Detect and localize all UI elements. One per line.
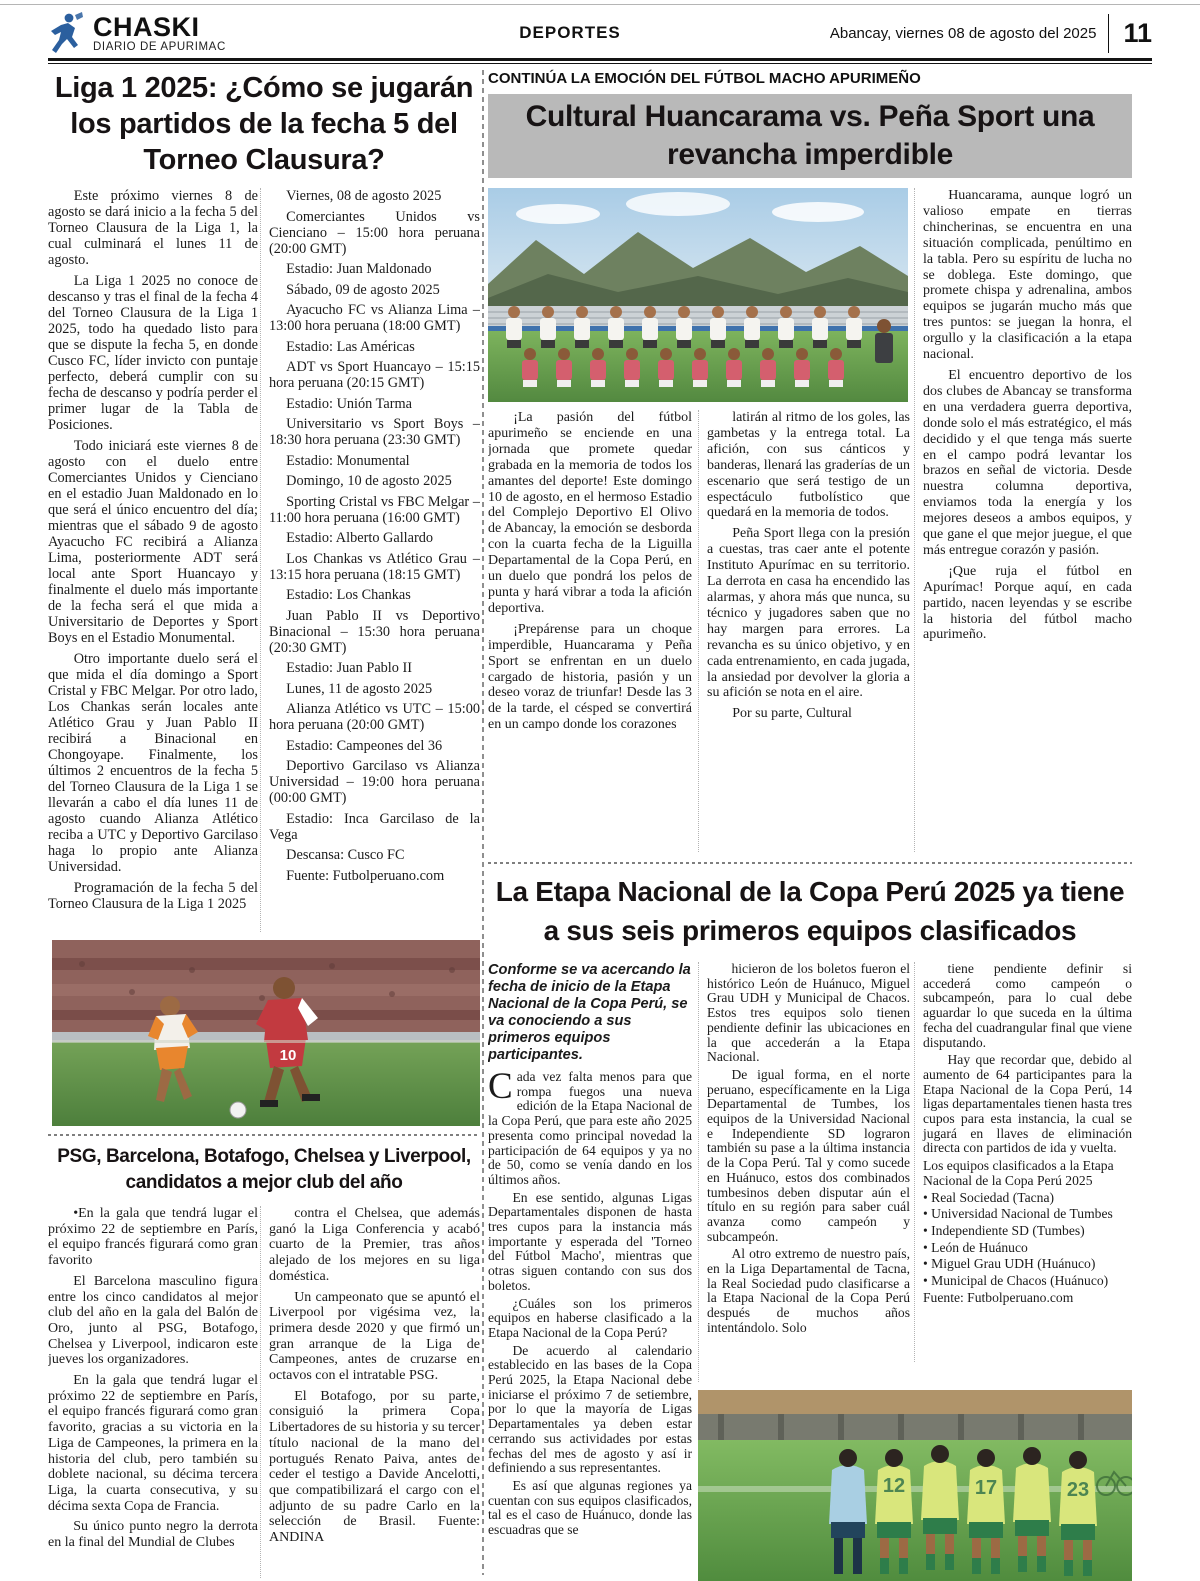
schedule-line: Comerciantes Unidos vs Cienciano – 15:00 hora peruana (20:00 GMT) [269,208,480,257]
schedule-line: Estadio: Juan Pablo II [286,660,413,676]
paragraph: Por su parte, Cultural [732,706,852,722]
paragraph: En ese sentido, algunas Ligas Departamentales disponen de hasta tres cupos para la instancia más importante y esperada del 'Torneo del Fútbol Macho', mientras que otras siguen contando con sus dos boletos. [488,1189,692,1293]
schedule-line: Descansa: Cusco FC [286,847,405,863]
schedule-line: Estadio: Juan Maldonado [286,261,432,277]
masthead-rule [48,58,1152,61]
paragraph: El Botafogo, por su parte, consiguió la primera Copa Libertadores de su historia y su tercer título nacional de la mano del portugués Renato Paiva, antes de ceder el testigo a Davide Ancelotti, que compatibilizará el cargo con el adjunto de su padre Carlo en la selección de Brasil. Fuente: ANDINA [269,1388,480,1546]
paragraph: ¡Que ruja el fútbol en Apurímac! Porque aquí, en cada partido, nacen leyendas y se escribe la historia del fútbol macho apurimeño. [923,563,1132,643]
jersey-number-23: 23 [1066,1479,1090,1501]
paragraph: Es así que algunas regiones ya cuentan con sus equipos clasificados, tal es el caso de Huánuco, donde las escuadras que se [488,1477,692,1538]
paragraph: Al otro extremo de nuestro país, en la Liga Departamental de Tacna, la Real Sociedad pudo clasificarse a la Etapa Nacional de la Copa Perú después de muchos años intentándolo. Solo [707,1246,910,1335]
paragraph: Un campeonato que se apuntó el Liverpool por vigésima vez, la primera desde 2020 y que firmó un gran arranque de la Liga de Campeones, antes de cruzarse en octavos con el intratable PSG. [269,1289,480,1384]
schedule-line: Estadio: Inca Garcilaso de la Vega [269,810,480,843]
issue-date: Abancay, viernes 08 de agosto del 2025 [829,24,1097,42]
schedule-line: Estadio: Campeones del 36 [286,737,443,754]
copa-column-3 [914,962,1132,1362]
paragraph: Este próximo viernes 8 de agosto se dará inicio a la fecha 5 del Torneo Clausura de la Liga 1, la cual culminará el lunes 11 de agosto. [48,188,258,268]
schedule-line: Sábado, 09 de agosto 2025 [286,281,440,298]
psg-section-divider [48,1134,480,1136]
schedule-line: Domingo, 10 de agosto 2025 [286,473,452,489]
jersey-number-17: 17 [974,1477,998,1499]
paragraph: tiene pendiente definir si accederá como campeón o subcampeón, para lo cual debe aguardar lo que suceda en la última fecha del cuadrangular final que viene disputando. [923,962,1132,1050]
copa-column-2 [698,962,910,1382]
liga-action-photo [52,940,480,1126]
copa-column-3-paragraphs [923,962,1132,1156]
drop-cap: C [488,1066,513,1107]
copa-lead: Conforme se va acercando la fecha de inicio de la Etapa Nacional de la Copa Perú, se va conociendo a sus primeros equipos participantes. [488,962,691,1063]
paragraph: El Barcelona masculino figura entre los cinco candidatos al mejor club del año en la gala del Balón de Oro, junto al PSG, Botafogo, Chelsea y Liverpool, indicaron este jueves los organizadores. [48,1273,258,1368]
paragraph: Peña Sport llega con la presión a cuestas, tras caer ante el potente Instituto Apurímac en su territorio. La derrota en casa ha encendido las alarmas, y ahora más que nunca, su técnico y jugadores saben que no hay margen para errores. La revancha es su único objetivo, y en cada entrenamiento, en cada jugada, la ansiedad por devolver la gloria a su afición se nota en el aire. [707,526,910,701]
psg-article-headline: PSG, Barcelona, Botafogo, Chelsea y Liverpool, candidatos a mejor club del año [57,1146,471,1193]
schedule-line: Universitario vs Sport Boys – 18:30 hora peruana (23:30 GMT) [269,416,480,448]
schedule-line: Alianza Atlético vs UTC – 15:00 hora peruana (20:00 GMT) [269,701,480,733]
huancarama-column-1 [488,410,692,852]
masthead [48,10,1152,56]
paragraph: contra el Chelsea, que además ganó la Liga Conferencia y acabó cuarto de la Premier, tras años alejado de los mejores en su liga doméstica. [269,1206,480,1284]
schedule-line: Ayacucho FC vs Alianza Lima – 13:00 hora peruana (18:00 GMT) [269,302,480,334]
schedule-line: Juan Pablo II vs Deportivo Binacional – 15:30 hora peruana (20:30 GMT) [269,607,480,656]
chaski-runner-icon [48,11,86,55]
schedule-line: ADT vs Sport Huancayo – 15:15 hora peruana (20:15 GMT) [269,359,480,391]
team-list-item: • Universidad Nacional de Tumbes [923,1206,1113,1222]
paragraph: Programación de la fecha 5 del Torneo Clausura de la Liga 1 2025 [48,880,258,912]
paragraph: •En la gala que tendrá lugar el próximo 22 de septiembre en París, el equipo francés figurará como gran favorito [48,1206,258,1269]
paragraph: ¡Prepárense para un choque imperdible, Huancarama y Peña Sport se enfrentan en un duelo cargado de historia, pasión y un deseo voraz de triunfar! Desde las 3 de la tarde, el césped se convertirá en un campo donde los corazones [488,621,692,733]
masthead-title: CHASKI [93,11,200,42]
paragraph: El encuentro deportivo de los dos clubes de Abancay se transforma en una verdadera guerra deportiva, donde solo el más estratégico, el más decidido y el que tenga más suerte en el campo podrá levantar los brazos en señal de victoria. Desde nuestra columna deportiva, enviamos toda la energía y los mejores deseos a ambos equipos, y que gane el que mejor juegue, el que más entregue corazón y pasión. [923,367,1132,558]
liga-schedule-column [260,188,480,932]
copa-section-divider [488,862,1132,864]
psg-article-column-1 [48,1206,258,1578]
huancarama-headline-band [488,94,1132,178]
paragraph: latirán al ritmo de los goles, las gambetas y la entrega total. La afición, con sus cánticos y banderas, llenará las graderías de un escenario que será testigo de un espectáculo futbolístico que quedará en la memoria de todos. [707,410,910,521]
schedule-line: Estadio: Unión Tarma [286,395,412,412]
team-list-item: • León de Huánuco [923,1239,1028,1255]
masthead-subtitle: DIARIO DE APURIMAC [93,40,226,53]
paragraph: Huancarama, aunque logró un valioso empate en tierras chincherinas, se encuentra en una situación complicada, penúltimo en la tabla. Pero su espíritu de lucha no se doblega. Este domingo, que promete chispa y adrenalina, ambos equipos se jugarán mucho más que tres puntos: se juegan la honra, el orgullo y la clasificación a la etapa nacional. [923,188,1132,363]
paragraph: La Liga 1 2025 no conoce de descanso y tras el final de la fecha 4 del Torneo Clausura de la Liga 1 2025, todo ha quedado listo para que se dispute la fecha 5, en donde Cusco FC, líder invicto con puntaje perfecto, deberá cumplir con su fecha de descanso y podría perder el primer lugar de la Tabla de Posiciones. [48,273,258,433]
schedule-line: Estadio: Las Américas [286,338,415,355]
copa-huddle-photo [698,1390,1132,1581]
team-list-item: • Miguel Grau UDH (Huánuco) [923,1256,1096,1272]
huancarama-column-2 [698,410,910,852]
paragraph: Hay que recordar que, debido al aumento de 64 participantes para la Etapa Nacional de la Copa Perú, 14 ligas departamentales tienen hasta tres cupos para esta instancia, la cual se jugará en llaves de eliminación directa con partidos de ida y vuelta. [923,1052,1132,1156]
top-rule [0,4,1200,5]
masthead-logo [48,11,348,55]
paragraph: De igual forma, en el norte peruano, específicamente en la Liga Departamental de Tumbes, los equipos de la Universidad Nacional e Independiente SD lograron también su pase a la última instancia de la Copa Perú. Tal y como sucede en Huánuco, estos dos combinados tumbesinos deben disputar aún el título en su región para saber cuál avanza como campeón y subcampeón. [707,1066,910,1244]
schedule-line: Los Chankas vs Atlético Grau – 13:15 hora peruana (18:15 GMT) [269,550,480,583]
schedule-line: Deportivo Garcilaso vs Alianza Universidad – 19:00 hora peruana (00:00 GMT) [269,758,480,806]
paragraph: ¡La pasión del fútbol apurimeño se enciende en una jornada que promete quedar grabada en la memoria de todos los amantes del deporte! Este domingo 10 de agosto, en el hermoso Estadio del Complejo Deportivo El Olivo de Abancay, la emoción se desborda con la cuarta fecha de la Liguilla Departamental de la Copa Perú, en un duelo que pondrá los pelos de punta y hará vibrar a toda la afición deportiva. [488,410,692,616]
paragraph: En la gala que tendrá lugar el próximo 22 de septiembre en París, el equipo francés figurará como gran favorito, gracias a su victoria en la Liga de Campeones, la primera en la historia del club, pero también su doblete nacional, su décima tercera Liga, la cuarta consecutiva, y su décima sexta Copa de Francia. [48,1373,258,1514]
schedule-line: Lunes, 11 de agosto 2025 [286,680,433,697]
jersey-number-10: 10 [279,1047,297,1064]
liga-article-column-1 [48,188,258,932]
psg-article-column-2 [260,1206,480,1578]
paragraph: Otro importante duelo será el que mida el día domingo a Sport Cristal y FBC Melgar. Por otro lado, Los Chankas serán locales ante Atlético Grau y Juan Pablo II recibirá a Binacional en Chongoyape. Finalmente, los últimos 2 encuentros de la fecha 5 del Torneo Clausura de la Liga 1 se llevarán a cabo el día lunes 11 de agosto cuando Alianza Atlético reciba a UTC y Deportivo Garcilaso haga lo propio ante Alianza Universidad. [48,651,258,875]
masthead-rule-thin [48,63,1152,64]
schedule-line: Estadio: Alberto Gallardo [286,530,434,546]
copa-list-intro: Los equipos clasificados a la Etapa Nacional de la Copa Perú 2025 [923,1158,1114,1188]
paragraph: De acuerdo al calendario establecido en las bases de la Copa Perú 2025, la Etapa Nacional debe iniciarse el próximo 7 de setiembre, por lo que la mayoría de Ligas Departamentales ya deben estar cerrando sus actividades por estas fechas del mes de agosto y así ir definiendo a sus representantes. [488,1342,692,1476]
schedule-line: Estadio: Los Chankas [286,587,411,603]
team-list-item: • Municipal de Chacos (Huánuco) [923,1273,1109,1289]
paragraph: ¿Cuáles son los primeros equipos en haberse clasificado a la Etapa Nacional de la Copa Perú? [488,1295,692,1340]
paragraph: hicieron de los boletos fueron el histórico León de Huánuco, Miguel Grau UDH y Municipal de Chacos. Estos tres equipos solo tienen pendiente definir las ubicaciones en la que accederán a la Etapa Nacional. [707,962,910,1065]
huancarama-column-3 [914,188,1132,852]
copa-article-headline: La Etapa Nacional de la Copa Perú 2025 ya tiene a sus seis primeros equipos clasificados [495,876,1125,946]
jersey-number-12: 12 [882,1475,906,1497]
copa-column-1 [488,962,692,1581]
copa-team-list [923,1191,1132,1289]
schedule-line: Sporting Cristal vs FBC Melgar – 11:00 hora peruana (16:00 GMT) [269,493,480,526]
copa-column-1-paragraphs [488,1191,692,1538]
paragraph: Su único punto negro la derrota en la final del Mundial de Clubes [48,1519,258,1551]
section-title: DEPORTES [519,23,621,42]
huancarama-team-photo [488,188,908,402]
copa-source: Fuente: Futbolperuano.com [923,1289,1074,1305]
huancarama-kicker: CONTINÚA LA EMOCIÓN DEL FÚTBOL MACHO APURIMEÑO [488,70,921,87]
liga-article-headline: Liga 1 2025: ¿Cómo se jugarán los partidos de la fecha 5 del Torneo Clausura? [54,72,474,176]
page-number: 11 [1108,14,1152,53]
paragraph: Todo iniciará este viernes 8 de agosto con el duelo entre Comerciantes Unidos y Cienciano en el estadio Juan Maldonado en lo que será el único encuentro del día; mientras que el sábado 9 de agosto Ayacucho FC recibirá a Alianza Lima, posteriormente ADT será local ante Sport Huancayo y finalmente el duelo más importante de la fecha será el que mida a Universitario de Deportes y Sport Boys en el Estadio Monumental. [48,438,258,646]
schedule-line: Estadio: Monumental [286,452,410,469]
schedule-line: Fuente: Futbolperuano.com [286,867,445,884]
copa-dropcap-paragraph: Cada vez falta menos para que rompa fuegos una nueva edición de la Etapa Nacional de la Copa Perú, que para este año 2025 presenta como principal novedad la participación de 64 equipos y ya no de 50, como se venía dando en los últimos años. [488,1066,692,1187]
coach-figure [875,319,893,363]
huancarama-headline: Cultural Huancarama vs. Peña Sport una revancha imperdible [525,100,1095,171]
schedule-line: Viernes, 08 de agosto 2025 [286,188,442,204]
column-separator [482,70,484,1575]
team-list-item: • Independiente SD (Tumbes) [923,1222,1085,1238]
team-list-item: • Real Sociedad (Tacna) [923,1189,1054,1205]
